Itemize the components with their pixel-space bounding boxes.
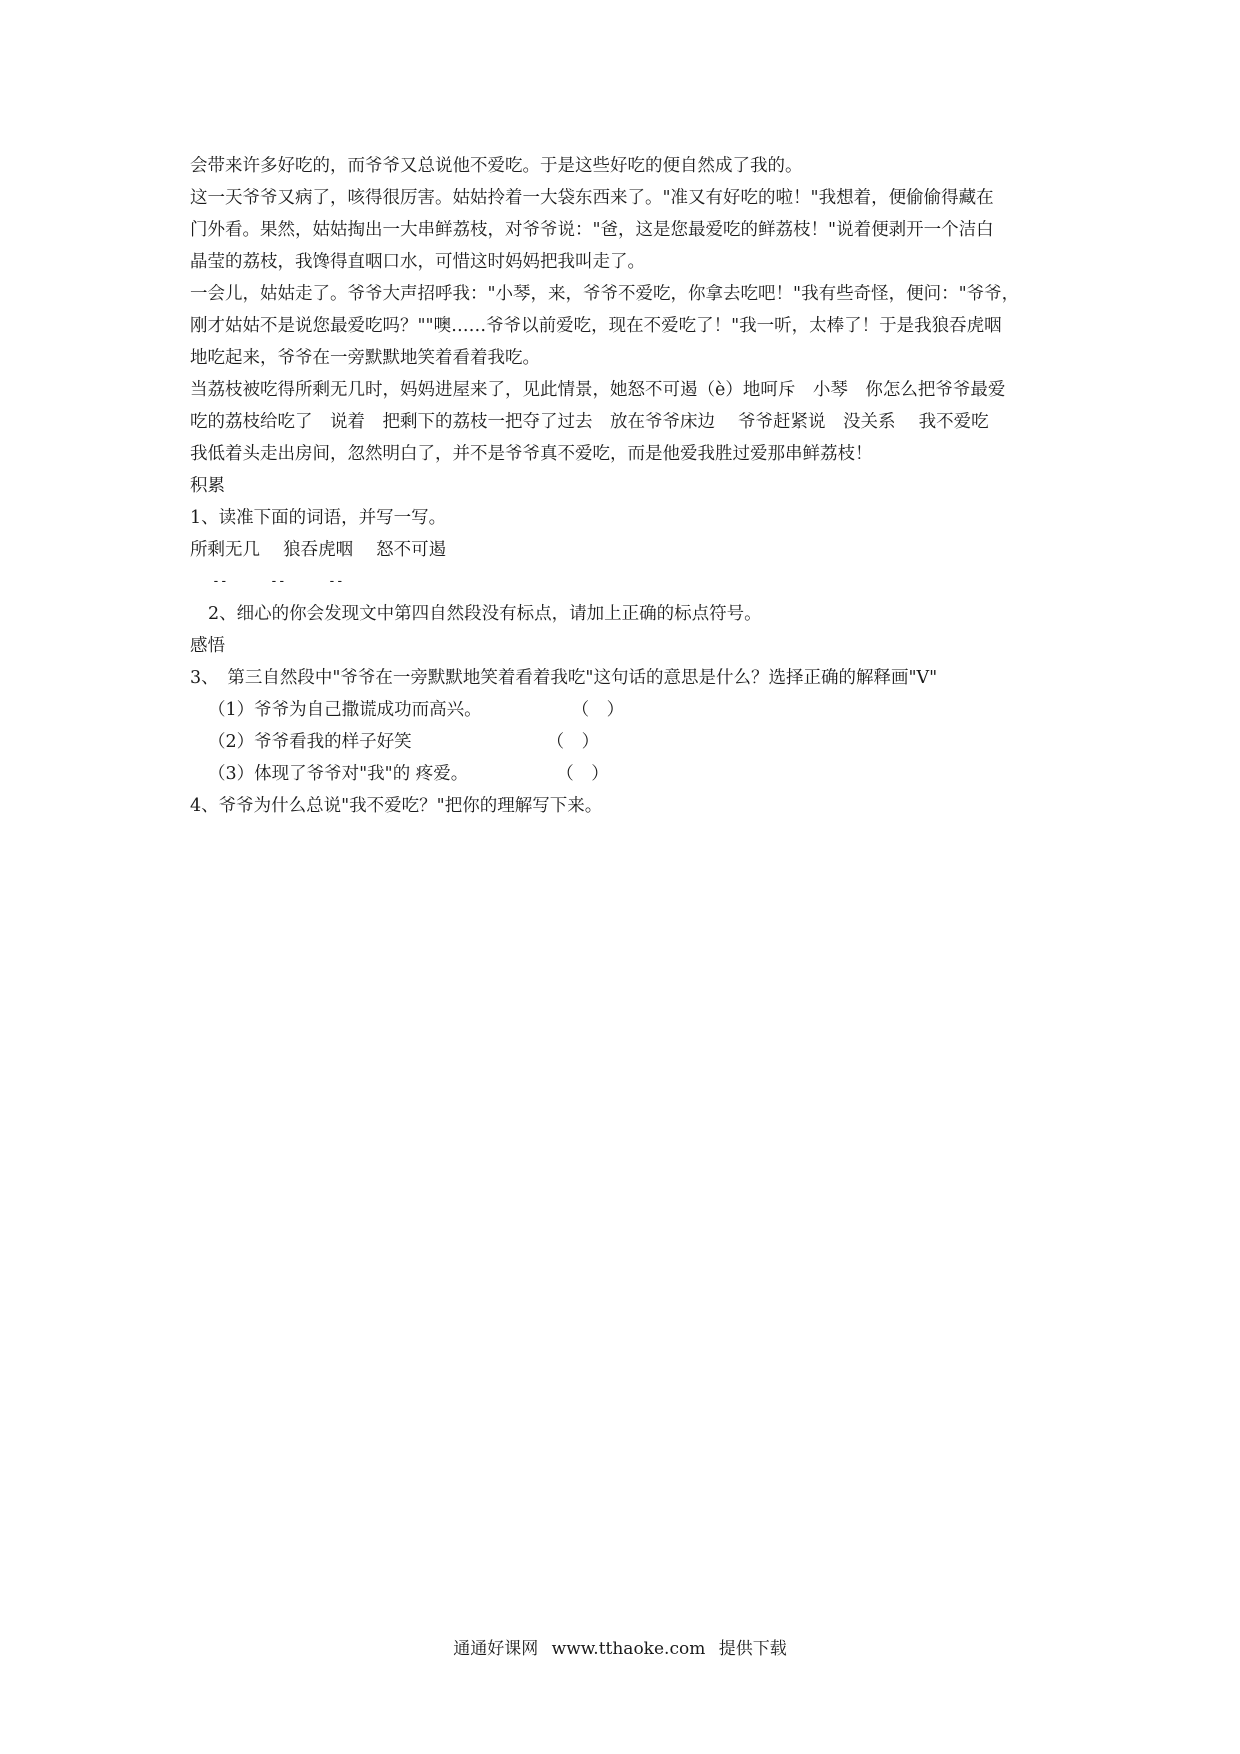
story-line: 晶莹的荔枝，我馋得直咽口水，可惜这时妈妈把我叫走了。 [190,252,645,272]
section-heading-ganwu: 感悟 [190,636,225,656]
blank-mark: -- [270,574,286,589]
option-2 [190,726,1070,758]
option-label: （1）爷爷为自己撒谎成功而高兴。 [208,700,482,720]
word-item: 怒不可遏 [376,540,447,560]
page-footer [0,1634,1240,1659]
answer-paren: （ ） [571,700,625,720]
story-line: 当荔枝被吃得所剩无几时，妈妈进屋来了，见此情景，她怒不可遏（è）地呵斥 小琴 你怎么把爷爷最爱 [190,380,1006,400]
word-item: 狼吞虎咽 [283,540,354,560]
story-line: 地吃起来，爷爷在一旁默默地笑着看着我吃。 [190,348,540,368]
footer-site-name: 通通好课网 [453,1639,539,1659]
option-1 [190,694,1070,726]
answer-paren: （ ） [546,732,600,752]
writing-blanks [190,566,1070,598]
story-line: 吃的荔枝给吃了 说着 把剩下的荔枝一把夺了过去 放在爷爷床边 爷爷赶紧说 没关系 我不爱吃 [190,412,989,432]
footer-suffix: 提供下载 [718,1639,787,1659]
option-label: （3）体现了爷爷对"我"的 疼爱。 [208,764,469,784]
word-list [190,534,1070,566]
word-item: 所剩无几 [190,540,260,560]
story-line: 一会儿，姑姑走了。爷爷大声招呼我："小琴，来，爷爷不爱吃，你拿去吃吧！"我有些奇怪，便问："爷爷， [190,284,1020,304]
story-line: 刚才姑姑不是说您最爱吃吗？""噢……爷爷以前爱吃，现在不爱吃了！"我一听，太棒了！于是我狼吞虎咽 [190,316,1002,336]
story-line: 这一天爷爷又病了，咳得很厉害。姑姑拎着一大袋东西来了。"准又有好吃的啦！"我想着，便偷偷得藏在 [190,188,994,208]
story-line: 我低着头走出房间，忽然明白了，并不是爷爷真不爱吃，而是他爱我胜过爱那串鲜荔枝！ [190,444,873,464]
blank-mark: -- [328,574,344,589]
option-label: （2）爷爷看我的样子好笑 [208,732,412,752]
question-4: 4、爷爷为什么总说"我不爱吃？"把你的理解写下来。 [190,796,603,816]
story-line: 会带来许多好吃的，而爷爷又总说他不爱吃。于是这些好吃的便自然成了我的。 [190,156,803,176]
question-2: 2、细心的你会发现文中第四自然段没有标点，请加上正确的标点符号。 [208,604,762,624]
section-heading-jilei: 积累 [190,476,225,496]
story-line: 门外看。果然，姑姑掏出一大串鲜荔枝，对爷爷说："爸，这是您最爱吃的鲜荔枝！"说着便剥开一个洁白 [190,220,994,240]
answer-paren: （ ） [556,764,609,784]
option-3 [190,758,1070,790]
document-body [190,150,1070,822]
question-1: 1、读准下面的词语，并写一写。 [190,508,447,528]
question-3: 3、 第三自然段中"爷爷在一旁默默地笑着看着我吃"这句话的意思是什么？选择正确的解释画"V" [190,668,938,688]
footer-url: www.tthaoke.com [551,1639,706,1659]
blank-mark: -- [212,574,228,589]
